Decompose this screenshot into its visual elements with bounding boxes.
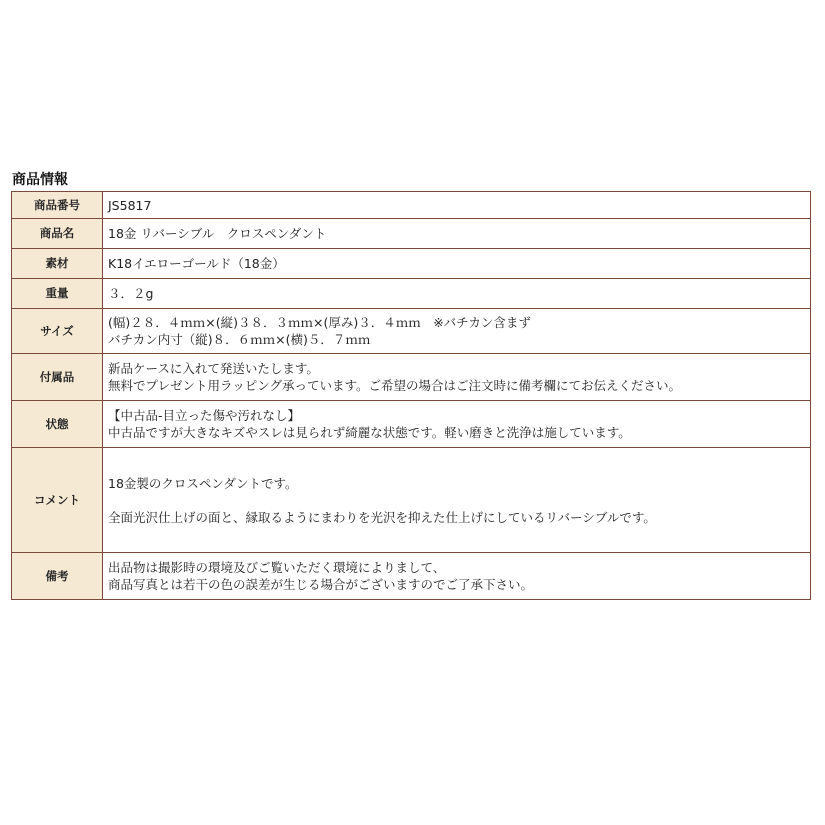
code-label: 商品番号 xyxy=(12,192,103,219)
material-value: K18イエローゴールド（18金） xyxy=(103,249,811,279)
comment-line-1: 18金製のクロスペンダントです。 xyxy=(108,475,298,491)
name-value: 18金 リバーシブル クロスペンダント xyxy=(103,219,811,249)
product-info-table xyxy=(11,191,811,600)
condition-line-2: 中古品ですが大きなキズやスレは見られず綺麗な状態です。軽い磨きと洗浄は施しています。 xyxy=(108,425,631,440)
table-row-condition xyxy=(12,401,811,448)
comment-value xyxy=(103,448,811,553)
table-row-accessories xyxy=(12,354,811,401)
size-line-2: バチカン内寸（縦)８．６ｍｍ×(横)５．７ｍｍ xyxy=(108,332,371,347)
condition-value xyxy=(103,401,811,448)
table-row-weight xyxy=(12,279,811,309)
accessories-label: 付属品 xyxy=(12,354,103,401)
condition-label: 状態 xyxy=(12,401,103,448)
weight-label: 重量 xyxy=(12,279,103,309)
size-value xyxy=(103,309,811,354)
condition-line-1: 【中古品-目立った傷や汚れなし】 xyxy=(108,408,301,423)
comment-line-2: 全面光沢仕上げの面と、縁取るようにまわりを光沢を抑えた仕上げにしているリバーシブルです。 xyxy=(108,509,656,525)
table-row-comment xyxy=(12,448,811,553)
weight-value: ３．２g xyxy=(103,279,811,309)
table-row-notes xyxy=(12,553,811,600)
table-row-material xyxy=(12,249,811,279)
notes-line-2: 商品写真とは若干の色の誤差が生じる場合がございますのでご了承下さい。 xyxy=(108,577,534,592)
comment-label: コメント xyxy=(12,448,103,553)
accessories-line-2: 無料でプレゼント用ラッピング承っています。ご希望の場合はご注文時に備考欄にてお伝えください。 xyxy=(108,378,682,393)
material-label: 素材 xyxy=(12,249,103,279)
notes-label: 備考 xyxy=(12,553,103,600)
accessories-value xyxy=(103,354,811,401)
comment-spacer xyxy=(108,492,806,509)
table-row-name xyxy=(12,219,811,249)
name-label: 商品名 xyxy=(12,219,103,249)
notes-line-1: 出品物は撮影時の環境及びご覧いただく環境によりまして、 xyxy=(108,560,446,575)
table-row-code xyxy=(12,192,811,219)
size-line-1: (幅)２８．４ｍｍ×(縦)３８．３ｍｍ×(厚み)３．４ｍｍ ※バチカン含まず xyxy=(108,315,531,330)
notes-value xyxy=(103,553,811,600)
accessories-line-1: 新品ケースに入れて発送いたします。 xyxy=(108,361,319,376)
size-label: サイズ xyxy=(12,309,103,354)
code-value: JS5817 xyxy=(103,192,811,219)
section-title: 商品情報 xyxy=(12,172,68,188)
table-row-size xyxy=(12,309,811,354)
